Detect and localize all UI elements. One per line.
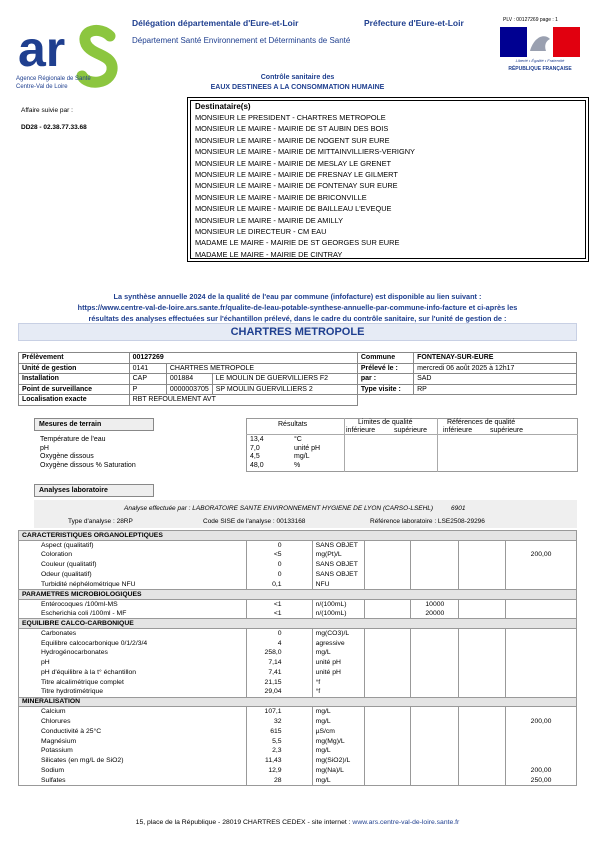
unite-label: Unité de gestion <box>19 363 130 374</box>
lab-param-unit: unité pH <box>312 668 364 678</box>
lab-param-lim-sup <box>411 628 459 638</box>
lab-param-ref-sup <box>506 599 577 609</box>
lab-param-name: pH <box>19 658 247 668</box>
lab-param-ref-sup <box>506 570 577 580</box>
recipient-item: MONSIEUR LE MAIRE - MAIRIE DE MESLAY LE GRENET <box>195 158 392 168</box>
lab-param-lim-inf <box>364 687 411 697</box>
type-label: Type visite : <box>357 384 413 395</box>
lab-param-lim-sup <box>411 707 459 717</box>
lab-param-ref-sup <box>506 648 577 658</box>
footer-website-link[interactable]: www.ars.centre-val-de-loire.sante.fr <box>352 819 460 826</box>
lab-param-ref-sup <box>506 746 577 756</box>
lab-param-lim-sup: 20000 <box>411 609 459 619</box>
lab-group-header <box>19 589 577 599</box>
org-department: Département Santé Environnement et Déterminants de Santé <box>132 36 351 45</box>
lab-param-ref-inf <box>459 540 506 550</box>
lab-param-lim-sup <box>411 579 459 589</box>
lab-param-value: 0,1 <box>246 579 312 589</box>
lab-param-ref-sup <box>506 677 577 687</box>
lab-param-ref-inf <box>459 717 506 727</box>
lab-param-name: Chlorures <box>19 717 247 727</box>
field-param-unit: °C <box>294 436 302 443</box>
lab-param-value: 11,43 <box>246 756 312 766</box>
lab-param-unit: SANS OBJET <box>312 560 364 570</box>
lab-param-unit: mg/L <box>312 746 364 756</box>
field-param-value: 48,0 <box>250 461 264 469</box>
localisation-value: RBT REFOULEMENT AVT <box>129 395 357 406</box>
lab-param-row <box>19 766 577 776</box>
lab-param-unit: n/(100mL) <box>312 599 364 609</box>
lab-reference: Référence laboratoire : LSE2508-29296 <box>370 518 485 525</box>
lab-param-lim-sup <box>411 775 459 785</box>
lab-param-row <box>19 668 577 678</box>
lab-param-lim-sup <box>411 717 459 727</box>
lab-param-name: Coloration <box>19 550 247 560</box>
recipient-item: MONSIEUR LE MAIRE - MAIRIE DE MITTAINVILLIERS-VERIGNY <box>195 147 415 157</box>
lab-param-ref-sup <box>506 658 577 668</box>
lab-param-lim-inf <box>364 638 411 648</box>
recipient-item: MONSIEUR LE MAIRE - MAIRIE DE FRESNAY LE GILMERT <box>195 169 398 179</box>
lab-param-value: 107,1 <box>246 707 312 717</box>
lab-param-lim-sup: 10000 <box>411 599 459 609</box>
lab-param-value: 21,15 <box>246 677 312 687</box>
lab-param-row <box>19 540 577 550</box>
lab-param-ref-inf <box>459 707 506 717</box>
lab-param-name: Titre alcalimétrique complet <box>19 677 247 687</box>
commune-value: FONTENAY-SUR-EURE <box>414 353 577 364</box>
lab-param-ref-sup <box>506 668 577 678</box>
lab-param-row <box>19 736 577 746</box>
recipient-item: MADAME LE MAIRE - MAIRIE DE CINTRAY <box>195 249 343 259</box>
footer <box>0 819 595 826</box>
par-label: par : <box>357 374 413 385</box>
installation-label: Installation <box>19 374 130 385</box>
unite-code: 0141 <box>129 363 166 374</box>
lab-param-lim-inf <box>364 648 411 658</box>
lab-param-unit: mg/L <box>312 648 364 658</box>
title-line2: EAUX DESTINEES A LA CONSOMMATION HUMAINE <box>210 84 385 91</box>
point-name: SP MOULIN GUERVILLIERS 2 <box>212 384 357 395</box>
lab-param-row <box>19 717 577 727</box>
footer-address: 15, place de la République - 28019 CHARTRES CEDEX - site internet : <box>135 819 353 826</box>
recipient-item: MADAME LE MAIRE - MAIRIE DE ST GEORGES SUR EURE <box>195 238 400 248</box>
lab-param-lim-inf <box>364 756 411 766</box>
lab-param-lim-inf <box>364 775 411 785</box>
ars-logo <box>14 22 122 92</box>
lab-param-unit: NFU <box>312 579 364 589</box>
lab-param-lim-sup <box>411 540 459 550</box>
lab-param-ref-inf <box>459 570 506 580</box>
follow-label: Affaire suivie par : <box>21 107 73 114</box>
lab-param-ref-inf <box>459 756 506 766</box>
field-col-refs: Références de qualité <box>447 419 516 426</box>
lab-param-value: 258,0 <box>246 648 312 658</box>
lab-param-unit: mg(Mg)/L <box>312 736 364 746</box>
lab-sise-code: Code SISE de l'analyse : 00133168 <box>203 518 306 525</box>
lab-param-lim-sup <box>411 648 459 658</box>
lab-param-lim-inf <box>364 540 411 550</box>
lab-param-lim-sup <box>411 658 459 668</box>
lab-param-lim-sup <box>411 756 459 766</box>
lab-param-unit: mg(Pt)/L <box>312 550 364 560</box>
lab-param-ref-inf <box>459 609 506 619</box>
lab-group-header <box>19 531 577 541</box>
lab-analysis-type: Type d'analyse : 28RP <box>68 518 133 525</box>
lab-param-value: 12,9 <box>246 766 312 776</box>
lab-param-lim-sup <box>411 726 459 736</box>
lab-param-lim-inf <box>364 628 411 638</box>
installation-type: CAP <box>129 374 166 385</box>
lab-param-ref-inf <box>459 628 506 638</box>
lab-param-row <box>19 687 577 697</box>
lab-param-ref-sup <box>506 756 577 766</box>
point-label: Point de surveillance <box>19 384 130 395</box>
lab-param-name: Equilibre calcocarbonique 0/1/2/3/4 <box>19 638 247 648</box>
lab-param-lim-inf <box>364 717 411 727</box>
info-line1: La synthèse annuelle 2024 de la qualité de l'eau par commune (infofacture) est disponible au lien suivant : <box>113 292 482 301</box>
lab-param-ref-sup <box>506 707 577 717</box>
field-param-unit: % <box>294 461 301 469</box>
lab-param-name: Magnésium <box>19 736 247 746</box>
lab-param-lim-sup <box>411 668 459 678</box>
title-line1: Contrôle sanitaire des <box>260 74 335 81</box>
lab-param-lim-inf <box>364 726 411 736</box>
field-col-ref-inf: inférieure <box>443 427 473 434</box>
lab-param-name: Carbonates <box>19 628 247 638</box>
lab-param-row <box>19 628 577 638</box>
lab-param-ref-sup <box>506 540 577 550</box>
lab-param-ref-sup: 200,00 <box>506 717 577 727</box>
prelevement-value: 00127269 <box>129 353 357 364</box>
lab-param-row <box>19 599 577 609</box>
lab-param-ref-inf <box>459 766 506 776</box>
lab-param-row <box>19 677 577 687</box>
lab-param-lim-inf <box>364 736 411 746</box>
lab-param-value: 4 <box>246 638 312 648</box>
lab-param-ref-sup: 200,00 <box>506 766 577 776</box>
lab-param-name: Conductivité à 25°C <box>19 726 247 736</box>
lab-group-header <box>19 697 577 707</box>
lab-param-lim-inf <box>364 658 411 668</box>
field-param-name: Température de l'eau <box>40 436 106 443</box>
recipient-item: MONSIEUR LE MAIRE - MAIRIE DE NOGENT SUR EURE <box>195 135 390 145</box>
lab-param-ref-inf <box>459 687 506 697</box>
lab-param-name: Silicates (en mg/L de SiO2) <box>19 756 247 766</box>
lab-param-name: Sodium <box>19 766 247 776</box>
field-param-value: 7,0 <box>250 444 260 452</box>
republic-motto: Liberté • Égalité • Fraternité <box>515 58 565 63</box>
republic-label: RÉPUBLIQUE FRANÇAISE <box>508 66 572 72</box>
lab-param-ref-sup: 250,00 <box>506 775 577 785</box>
lab-param-name: Sulfates <box>19 775 247 785</box>
lab-param-unit: mg(CO3)/L <box>312 628 364 638</box>
recipient-item: MONSIEUR LE MAIRE - MAIRIE DE ST AUBIN DES BOIS <box>195 124 389 134</box>
field-col-results: Résultats <box>278 421 308 428</box>
field-col-limits: Limites de qualité <box>358 419 413 426</box>
lab-param-lim-sup <box>411 687 459 697</box>
lab-group-name: CARACTERISTIQUES ORGANOLEPTIQUES <box>19 531 577 541</box>
lab-param-ref-sup <box>506 560 577 570</box>
lab-group-name: EQUILIBRE CALCO-CARBONIQUE <box>19 619 577 629</box>
lab-group-name: MINERALISATION <box>19 697 577 707</box>
lab-param-name: Aspect (qualitatif) <box>19 540 247 550</box>
lab-param-ref-inf <box>459 677 506 687</box>
lab-param-name: Turbidité néphélométrique NFU <box>19 579 247 589</box>
recipient-item: MONSIEUR LE MAIRE - MAIRIE DE BAILLEAU L'EVEQUE <box>195 204 392 214</box>
field-param-value: 13,4 <box>250 436 264 443</box>
lab-param-row <box>19 560 577 570</box>
lab-param-row <box>19 609 577 619</box>
lab-param-name: Escherichia coli /100ml - MF <box>19 609 247 619</box>
lab-param-lim-inf <box>364 579 411 589</box>
lab-param-ref-inf <box>459 726 506 736</box>
lab-param-ref-inf <box>459 668 506 678</box>
lab-group-header <box>19 619 577 629</box>
field-param-unit: unité pH <box>294 444 321 452</box>
follow-contact: DD28 - 02.38.77.33.68 <box>21 124 87 131</box>
lab-param-name: Calcium <box>19 707 247 717</box>
preleve-label: Prélevé le : <box>357 363 413 374</box>
lab-param-row <box>19 570 577 580</box>
lab-param-lim-inf <box>364 550 411 560</box>
recipient-item: MONSIEUR LE PRESIDENT - CHARTRES METROPOLE <box>195 113 386 122</box>
info-link[interactable]: https://www.centre-val-de-loire.ars.sante.fr/qualite-de-leau-potable-synthese-annuelle-par-commune-info-facture et ci-après les <box>77 303 518 312</box>
lab-param-value: 5,5 <box>246 736 312 746</box>
lab-param-ref-inf <box>459 560 506 570</box>
localisation-label: Localisation exacte <box>19 395 130 406</box>
org-delegation: Délégation départementale d'Eure-et-Loir <box>132 18 299 28</box>
lab-param-ref-sup <box>506 609 577 619</box>
lab-param-name: pH d'équilibre à la t° échantillon <box>19 668 247 678</box>
installation-code: 001884 <box>166 374 212 385</box>
lab-param-ref-inf <box>459 658 506 668</box>
lab-param-name: Odeur (qualitatif) <box>19 570 247 580</box>
lab-param-row <box>19 707 577 717</box>
plv-reference: PLV : 00127269 page : 1 <box>503 17 558 23</box>
lab-param-unit: mg/L <box>312 775 364 785</box>
lab-param-ref-sup <box>506 638 577 648</box>
lab-param-ref-sup <box>506 687 577 697</box>
lab-param-lim-sup <box>411 677 459 687</box>
lab-param-value: 0 <box>246 560 312 570</box>
commune-label: Commune <box>357 353 413 364</box>
svg-text:ar: ar <box>18 22 66 77</box>
lab-param-lim-sup <box>411 638 459 648</box>
lab-param-ref-sup <box>506 736 577 746</box>
lab-param-lim-inf <box>364 599 411 609</box>
lab-param-value: <1 <box>246 609 312 619</box>
lab-param-ref-inf <box>459 599 506 609</box>
installation-name: LE MOULIN DE GUERVILLIERS F2 <box>212 374 357 385</box>
type-value: RP <box>414 384 577 395</box>
lab-param-name: Titre hydrotimétrique <box>19 687 247 697</box>
recipient-item: MONSIEUR LE DIRECTEUR - CM EAU <box>195 226 327 236</box>
svg-text:Agence Régionale de Santé: Agence Régionale de Santé <box>16 76 91 82</box>
lab-results-table <box>18 530 577 786</box>
lab-param-value: 615 <box>246 726 312 736</box>
lab-param-lim-sup <box>411 736 459 746</box>
lab-param-row <box>19 756 577 766</box>
lab-param-value: 29,04 <box>246 687 312 697</box>
lab-param-unit: mg/L <box>312 707 364 717</box>
svg-text:Centre-Val de Loire: Centre-Val de Loire <box>16 84 68 90</box>
lab-param-row <box>19 726 577 736</box>
field-param-unit: mg/L <box>294 453 310 460</box>
lab-param-value: 0 <box>246 540 312 550</box>
field-param-name: Oxygène dissous % Saturation <box>40 461 136 469</box>
lab-param-lim-inf <box>364 570 411 580</box>
lab-param-value: 7,14 <box>246 658 312 668</box>
lab-group-name: PARAMETRES MICROBIOLOGIQUES <box>19 589 577 599</box>
lab-param-row <box>19 638 577 648</box>
lab-param-row <box>19 648 577 658</box>
info-line3: résultats des analyses effectuées sur l'échantillon prélevé, dans le cadre du contrôle sanitaire, sur l'unité de gestion de : <box>88 314 507 323</box>
lab-param-ref-inf <box>459 736 506 746</box>
lab-param-name: Hydrogénocarbonates <box>19 648 247 658</box>
lab-param-value: 0 <box>246 628 312 638</box>
field-col-ref-sup: supérieure <box>490 427 524 434</box>
lab-param-lim-inf <box>364 677 411 687</box>
lab-param-name: Entérocoques /100ml-MS <box>19 599 247 609</box>
lab-param-name: Couleur (qualitatif) <box>19 560 247 570</box>
lab-param-unit: mg(Na)/L <box>312 766 364 776</box>
prelevement-label: Prélèvement <box>19 353 130 364</box>
lab-param-lim-sup <box>411 560 459 570</box>
lab-param-value: 32 <box>246 717 312 727</box>
lab-analysis-by: Analyse effectuée par : LABORATOIRE SANTE ENVIRONNEMENT HYGIENE DE LYON (CARSO-LSEHL) <box>124 505 434 512</box>
recipient-item: MONSIEUR LE MAIRE - MAIRIE DE AMILLY <box>195 215 344 225</box>
lab-param-value: <5 <box>246 550 312 560</box>
point-type: P <box>129 384 166 395</box>
org-prefecture: Préfecture d'Eure-et-Loir <box>364 18 464 28</box>
lab-param-ref-inf <box>459 550 506 560</box>
lab-param-value: 2,3 <box>246 746 312 756</box>
lab-param-ref-inf <box>459 638 506 648</box>
lab-param-unit: n/(100mL) <box>312 609 364 619</box>
lab-param-value: 0 <box>246 570 312 580</box>
lab-param-row <box>19 579 577 589</box>
recipients-title: Destinataire(s) <box>195 102 251 111</box>
recipients-box <box>190 100 586 259</box>
lab-param-ref-sup <box>506 726 577 736</box>
preleve-value: mercredi 06 août 2025 à 12h17 <box>414 363 577 374</box>
lab-param-unit: °f <box>312 677 364 687</box>
sample-table <box>18 352 577 406</box>
unite-name: CHARTRES METROPOLE <box>166 363 357 374</box>
field-param-value: 4,5 <box>250 453 260 460</box>
lab-param-row <box>19 746 577 756</box>
lab-param-value: <1 <box>246 599 312 609</box>
lab-param-lim-inf <box>364 707 411 717</box>
lab-param-unit: °f <box>312 687 364 697</box>
lab-param-unit: unité pH <box>312 658 364 668</box>
lab-param-lim-inf <box>364 746 411 756</box>
lab-param-unit: mg/L <box>312 717 364 727</box>
point-code: 0000003705 <box>166 384 212 395</box>
lab-param-row <box>19 658 577 668</box>
lab-param-lim-inf <box>364 560 411 570</box>
recipient-item: MONSIEUR LE MAIRE - MAIRIE DE BRICONVILLE <box>195 192 367 202</box>
lab-section-title: Analyses laboratoire <box>34 484 154 497</box>
lab-param-ref-inf <box>459 746 506 756</box>
lab-param-ref-sup <box>506 628 577 638</box>
field-param-name: pH <box>40 444 49 452</box>
lab-param-lim-inf <box>364 609 411 619</box>
par-value: SAD <box>414 374 577 385</box>
lab-analysis-code: 6901 <box>451 505 466 512</box>
lab-param-unit: mg(SiO2)/L <box>312 756 364 766</box>
lab-param-unit: SANS OBJET <box>312 570 364 580</box>
lab-param-ref-inf <box>459 648 506 658</box>
lab-param-name: Potassium <box>19 746 247 756</box>
lab-param-row <box>19 775 577 785</box>
lab-param-lim-sup <box>411 570 459 580</box>
lab-param-ref-inf <box>459 775 506 785</box>
field-section-title: Mesures de terrain <box>34 418 154 431</box>
lab-param-unit: agressive <box>312 638 364 648</box>
lab-param-unit: SANS OBJET <box>312 540 364 550</box>
lab-param-row <box>19 550 577 560</box>
field-param-name: Oxygène dissous <box>40 453 94 460</box>
lab-param-ref-inf <box>459 579 506 589</box>
lab-param-lim-inf <box>364 668 411 678</box>
field-col-lim-sup: supérieure <box>394 427 428 434</box>
lab-param-value: 28 <box>246 775 312 785</box>
lab-param-ref-sup: 200,00 <box>506 550 577 560</box>
lab-param-value: 7,41 <box>246 668 312 678</box>
recipient-item: MONSIEUR LE MAIRE - MAIRIE DE FONTENAY SUR EURE <box>195 181 398 191</box>
field-col-lim-inf: inférieure <box>346 427 376 434</box>
lab-param-lim-inf <box>364 766 411 776</box>
management-unit-banner: CHARTRES METROPOLE <box>18 323 577 341</box>
lab-param-lim-sup <box>411 746 459 756</box>
lab-param-lim-sup <box>411 550 459 560</box>
lab-param-unit: µS/cm <box>312 726 364 736</box>
lab-param-ref-sup <box>506 579 577 589</box>
lab-param-lim-sup <box>411 766 459 776</box>
